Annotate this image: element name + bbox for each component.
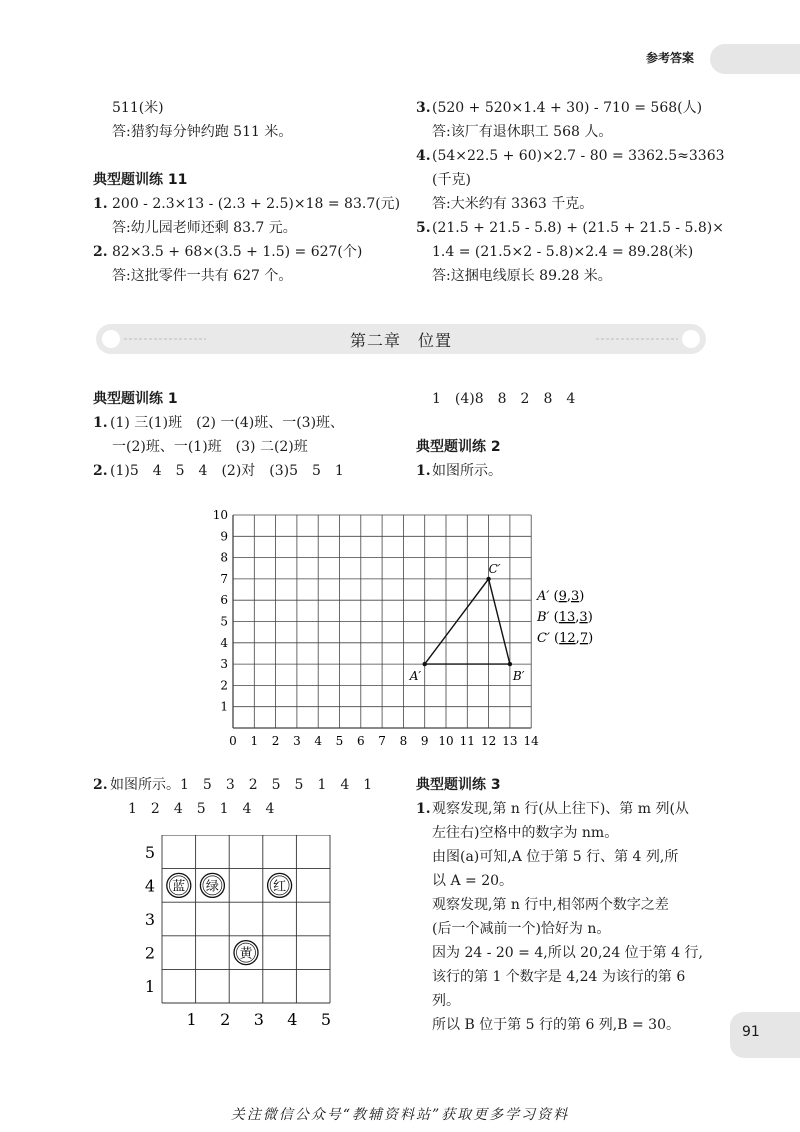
column-label: 4 [287,1010,298,1029]
column-label: 3 [253,1010,264,1029]
coordinate-label: C′ (12,7) [537,631,594,646]
section-heading: 典型题训练 3 [416,777,501,793]
answer-line: 该行的第 1 个数字是 4,24 为该行的第 6 [432,969,686,985]
item-number: 4. [416,148,431,164]
x-tick-label: 4 [314,734,323,748]
answer-line: 列。 [432,993,460,1009]
answer-line: 所以 B 位于第 5 行的第 6 列,B = 30。 [432,1017,680,1033]
y-tick-label: 3 [220,657,228,672]
answer-line: 如图所示。1 5 3 2 5 5 1 4 1 [110,777,373,793]
item-number: 2. [93,244,108,260]
y-tick-label: 9 [220,529,228,544]
item-number: 1. [93,415,108,431]
x-tick-label: 7 [378,734,386,748]
x-tick-label: 12 [480,734,497,748]
answer-line: 200 - 2.3×13 - (2.3 + 2.5)×18 = 83.7(元) [112,196,401,212]
answer-line: 以 A = 20。 [432,873,514,889]
answer-line: 答:幼儿园老师还剩 83.7 元。 [112,220,297,236]
section-label: 参考答案 [646,51,695,65]
row-label: 5 [144,842,155,862]
item-number: 1. [416,801,431,817]
answer-line: 左往右)空格中的数字为 nm。 [432,825,619,841]
item-number: 3. [416,100,431,116]
x-tick-label: 14 [523,734,539,748]
vertex-point [508,662,512,666]
answer-line: 由图(a)可知,A 位于第 5 行、第 4 列,所 [432,849,679,865]
y-tick-label: 8 [220,550,228,565]
answer-line: 1 2 4 5 1 4 4 [128,801,275,817]
answer-line: (54×22.5 + 60)×2.7 - 80 = 3362.5≈3363 [432,148,725,164]
x-tick-label: 6 [356,734,365,748]
answer-line: (千克) [432,172,471,188]
column-label: 1 [186,1010,197,1029]
section-heading: 典型题训练 1 [93,391,178,407]
x-tick-label: 9 [420,734,429,748]
x-tick-label: 13 [502,734,518,748]
row-label: 4 [144,876,155,896]
item-number: 2. [93,777,108,793]
section-heading: 典型题训练 11 [93,172,188,188]
x-tick-label: 8 [399,734,408,748]
answer-line: 511(米) [112,100,164,116]
answer-line: 答:这捆电线原长 89.28 米。 [432,268,612,284]
answer-line: (1)5 4 5 4 (2)对 (3)5 5 1 [110,463,344,479]
piece-label: 蓝 [172,879,186,895]
answer-line: (21.5 + 21.5 - 5.8) + (21.5 + 21.5 - 5.8)× [432,220,724,236]
answer-line: (520 + 520×1.4 + 30) - 710 = 568(人) [432,100,703,116]
answer-line: 答:这批零件一共有 627 个。 [112,268,293,284]
item-number: 2. [93,463,108,479]
answer-line: 1.4 = (21.5×2 - 5.8)×2.4 = 89.28(米) [432,244,694,260]
answer-line: 如图所示。 [432,463,502,479]
section-heading: 典型题训练 2 [416,439,501,455]
answer-line: 答:该厂有退休职工 568 人。 [432,124,613,140]
piece-label: 绿 [205,879,219,895]
piece-grid-figure [140,835,340,1035]
x-tick-label: 2 [271,734,280,748]
header-tab [710,44,800,74]
coordinate-label: B′ (13,3) [537,610,593,625]
answer-line: 1 (4)8 8 2 8 4 [432,391,576,407]
answer-line: 答:大米约有 3363 千克。 [432,196,594,212]
vertex-label: B′ [512,669,525,684]
y-tick-label: 10 [212,508,228,522]
answer-line: 因为 24 - 20 = 4,所以 20,24 位于第 4 行, [432,945,703,961]
x-tick-label: 11 [459,734,475,748]
y-tick-label: 6 [220,593,228,608]
footer-note: 关注微信公众号“教辅资料站”获取更多学习资料 [230,1107,570,1123]
x-tick-label: 1 [250,734,259,748]
piece-label: 黄 [239,946,253,962]
y-tick-label: 4 [220,635,228,650]
x-tick-label: 5 [335,734,344,748]
answer-line: 观察发现,第 n 行中,相邻两个数字之差 [432,897,669,913]
answer-line: (后一个减前一个)恰好为 n。 [432,921,611,937]
answer-line: 一(2)班、一(1)班 (3) 二(2)班 [112,439,308,455]
row-label: 1 [144,977,155,997]
chapter-title: 第二章 位置 [349,331,452,350]
y-tick-label: 7 [220,571,228,586]
y-tick-label: 2 [220,678,228,693]
x-tick-label: 10 [438,734,454,748]
vertex-label: C′ [488,561,501,576]
vertex-label: A′ [409,669,422,684]
answer-line: 82×3.5 + 68×(3.5 + 1.5) = 627(个) [112,244,363,260]
vertex-point [423,662,427,666]
vertex-point [486,577,490,581]
x-tick-label: 3 [293,734,301,748]
coordinate-grid-figure [200,506,640,756]
item-number: 1. [93,196,108,212]
x-tick-label: 0 [229,734,237,748]
item-number: 5. [416,220,431,236]
y-tick-label: 5 [220,614,228,629]
page-number-tab [730,1012,800,1058]
answer-line: (1) 三(1)班 (2) 一(4)班、一(3)班、 [110,415,345,431]
column-label: 2 [220,1010,231,1029]
column-label: 5 [320,1010,332,1029]
piece-label: 红 [273,879,287,895]
chapter-banner [96,324,706,354]
row-label: 2 [144,943,155,963]
answer-line: 答:猎豹每分钟约跑 511 米。 [112,124,293,140]
row-label: 3 [144,910,155,929]
coordinate-label: A′ (9,3) [537,589,585,604]
answer-line: 观察发现,第 n 行(从上往下)、第 m 列(从 [432,801,689,817]
page-number: 91 [742,1024,760,1040]
y-tick-label: 1 [220,699,228,714]
item-number: 1. [416,463,431,479]
